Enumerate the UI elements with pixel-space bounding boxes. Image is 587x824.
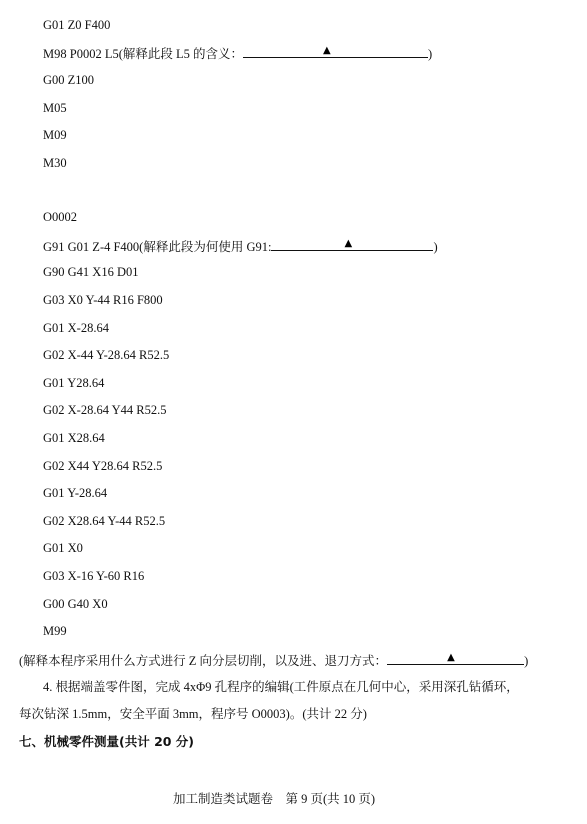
code-line: G01 Z0 F400 <box>43 18 111 32</box>
close-paren: ) <box>428 47 433 61</box>
code-line: G01 X28.64 <box>43 431 105 445</box>
code-line: M09 <box>43 128 67 142</box>
code-line: G01 Y-28.64 <box>43 486 108 500</box>
question-text: (解释本程序采用什么方式进行 Z 向分层切削，以及进、退刀方式： <box>19 654 388 668</box>
answer-blank[interactable] <box>243 44 428 58</box>
code-line: G03 X-16 Y-60 R16 <box>43 569 145 583</box>
code-line: G02 X-28.64 Y44 R52.5 <box>43 403 167 417</box>
code-line: G02 X-44 Y-28.64 R52.5 <box>43 348 170 362</box>
code-line-m98-question <box>43 44 432 62</box>
code-line: M30 <box>43 156 67 170</box>
answer-blank[interactable] <box>387 651 524 665</box>
question-4-line-2: 每次钻深 1.5mm，安全平面 3mm，程序号 O0003)。(共计 22 分) <box>19 707 367 721</box>
code-line: M05 <box>43 101 67 115</box>
code-line: G00 Z100 <box>43 73 95 87</box>
page-footer: 加工制造类试题卷 第 9 页(共 10 页) <box>173 792 376 806</box>
code-line: G03 X0 Y-44 R16 F800 <box>43 293 163 307</box>
code-line: G02 X44 Y28.64 R52.5 <box>43 459 163 473</box>
blank-marker-icon: ▲ <box>447 652 455 663</box>
question-4-line-1: 4. 根据端盖零件图，完成 4xΦ9 孔程序的编辑(工件原点在几何中心，采用深孔钻循环， <box>43 680 519 694</box>
code-line-g91-question <box>43 237 438 255</box>
code-line: G01 X-28.64 <box>43 321 109 335</box>
program-number: O0002 <box>43 210 78 224</box>
code-line: G00 G40 X0 <box>43 597 108 611</box>
blank-marker-icon: ▲ <box>344 238 353 249</box>
code-line: G01 Y28.64 <box>43 376 105 390</box>
blank-marker-icon: ▲ <box>323 45 331 56</box>
code-line: G01 X0 <box>43 541 83 555</box>
code-line: M99 <box>43 624 67 638</box>
code-text: G91 G01 Z-4 F400(解释此段为何使用 G91: <box>43 240 272 254</box>
close-paren: ) <box>524 654 529 668</box>
question-3-prompt <box>19 651 528 669</box>
code-text: M98 P0002 L5(解释此段 L5 的含义： <box>43 47 244 61</box>
close-paren: ) <box>433 240 438 254</box>
code-line: G02 X28.64 Y-44 R52.5 <box>43 514 166 528</box>
answer-blank[interactable] <box>271 237 433 251</box>
code-line: G90 G41 X16 D01 <box>43 265 139 279</box>
section-7-title: 七、机械零件测量(共计 20 分) <box>19 734 195 749</box>
